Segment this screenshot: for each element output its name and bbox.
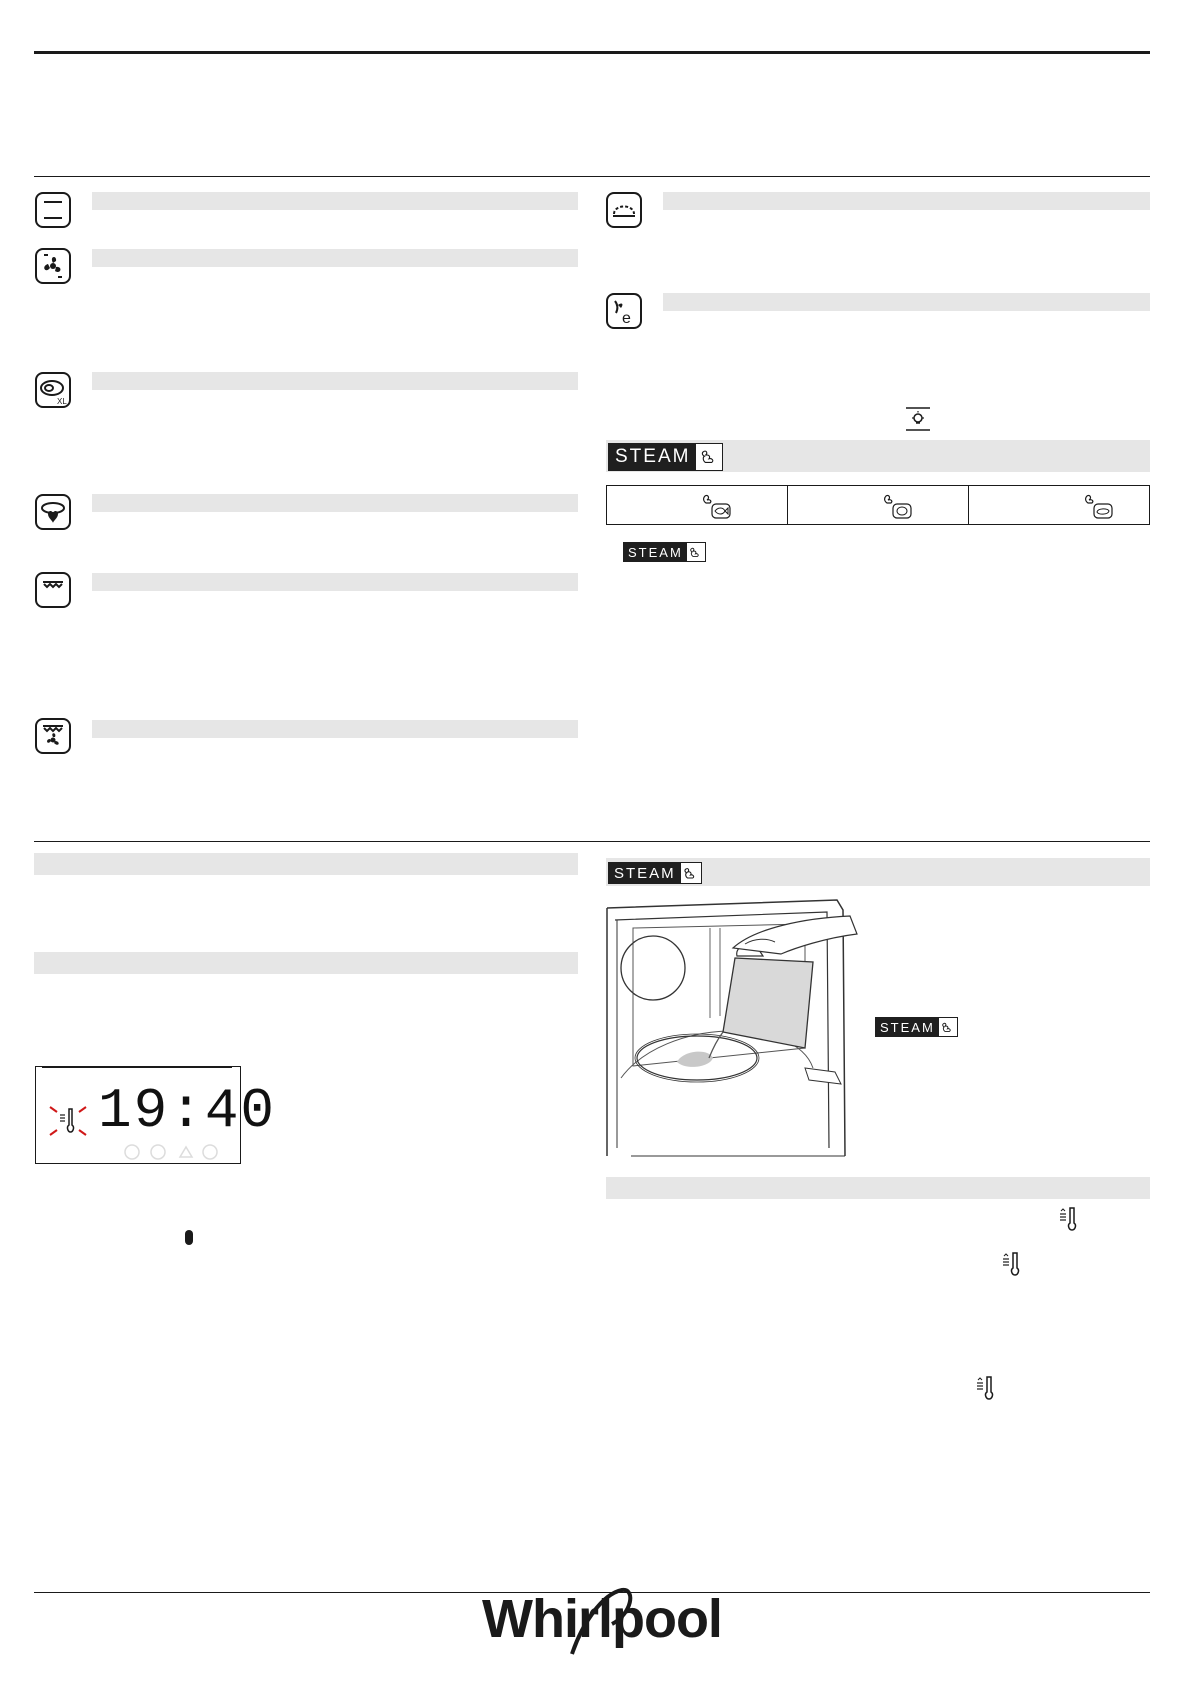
section-divider-top (34, 176, 1150, 177)
svg-text:e: e (622, 310, 631, 327)
lcd-top-edge (42, 1066, 232, 1068)
logo-swirl (562, 1584, 642, 1664)
steam-fish-icon (702, 492, 732, 520)
steam-option-meat[interactable] (969, 486, 1149, 524)
steam-icon (939, 1018, 957, 1036)
steam-meat-icon (1084, 492, 1114, 520)
steam-vegetables-icon (883, 492, 913, 520)
knob-marker-icon (185, 1230, 193, 1245)
preheat-thermometer-icon (1001, 1251, 1023, 1277)
brand-name: Whirlpool (482, 1589, 722, 1649)
preheat-thermometer-icon (1058, 1206, 1080, 1232)
steam-badge-large (608, 443, 723, 471)
steam-option-fish[interactable] (607, 486, 788, 524)
maxi-cooking-xl-icon (35, 372, 71, 408)
oven-water-pouring-illustration (605, 898, 867, 1158)
section-bar-cook-4 (663, 192, 1150, 210)
steam-icon (696, 444, 722, 470)
steam-badge-illustration (875, 1017, 958, 1037)
section-bar-pastry (92, 494, 578, 512)
steam-label: STEAM (880, 1019, 935, 1035)
pastry-heart-icon (35, 494, 71, 530)
oven-light-icon (905, 406, 931, 432)
steam-icon (687, 543, 705, 561)
preheat-alert-icon (48, 1101, 88, 1141)
section-divider-middle (34, 841, 1150, 842)
top-rule (34, 51, 1150, 54)
section-bar-preheating (606, 1177, 1150, 1199)
conventional-icon (35, 192, 71, 228)
steam-label: STEAM (614, 864, 676, 882)
steam-badge-medium (608, 862, 702, 884)
lcd-display (35, 1066, 277, 1164)
section-bar-first-use (34, 853, 578, 875)
steam-badge-small (623, 542, 706, 562)
steam-option-vegetables[interactable] (788, 486, 969, 524)
steam-label: STEAM (615, 446, 691, 467)
steam-icon (681, 863, 701, 883)
whirlpool-logo (482, 1588, 722, 1650)
section-bar-grill (92, 573, 578, 591)
steam-options-table (606, 485, 1150, 525)
turbo-grill-icon (35, 718, 71, 754)
steam-label: STEAM (628, 544, 683, 560)
section-bar-turbo-grill (92, 720, 578, 738)
section-bar-maxi-cooking (92, 372, 578, 390)
preheat-thermometer-icon (975, 1375, 997, 1401)
grill-icon (35, 572, 71, 608)
eco-forced-air-icon (606, 293, 642, 329)
convection-bake-icon (35, 248, 71, 284)
svg-text:XL: XL (57, 397, 67, 406)
section-bar-setting-time (34, 952, 578, 974)
section-bar-eco-forced-air (663, 293, 1150, 311)
section-bar-conventional (92, 192, 578, 210)
lcd-time: 19:40 (98, 1079, 277, 1143)
lcd-inactive-icons (92, 1143, 222, 1161)
section-bar-convection-bake (92, 249, 578, 267)
cook-4-icon (606, 192, 642, 228)
